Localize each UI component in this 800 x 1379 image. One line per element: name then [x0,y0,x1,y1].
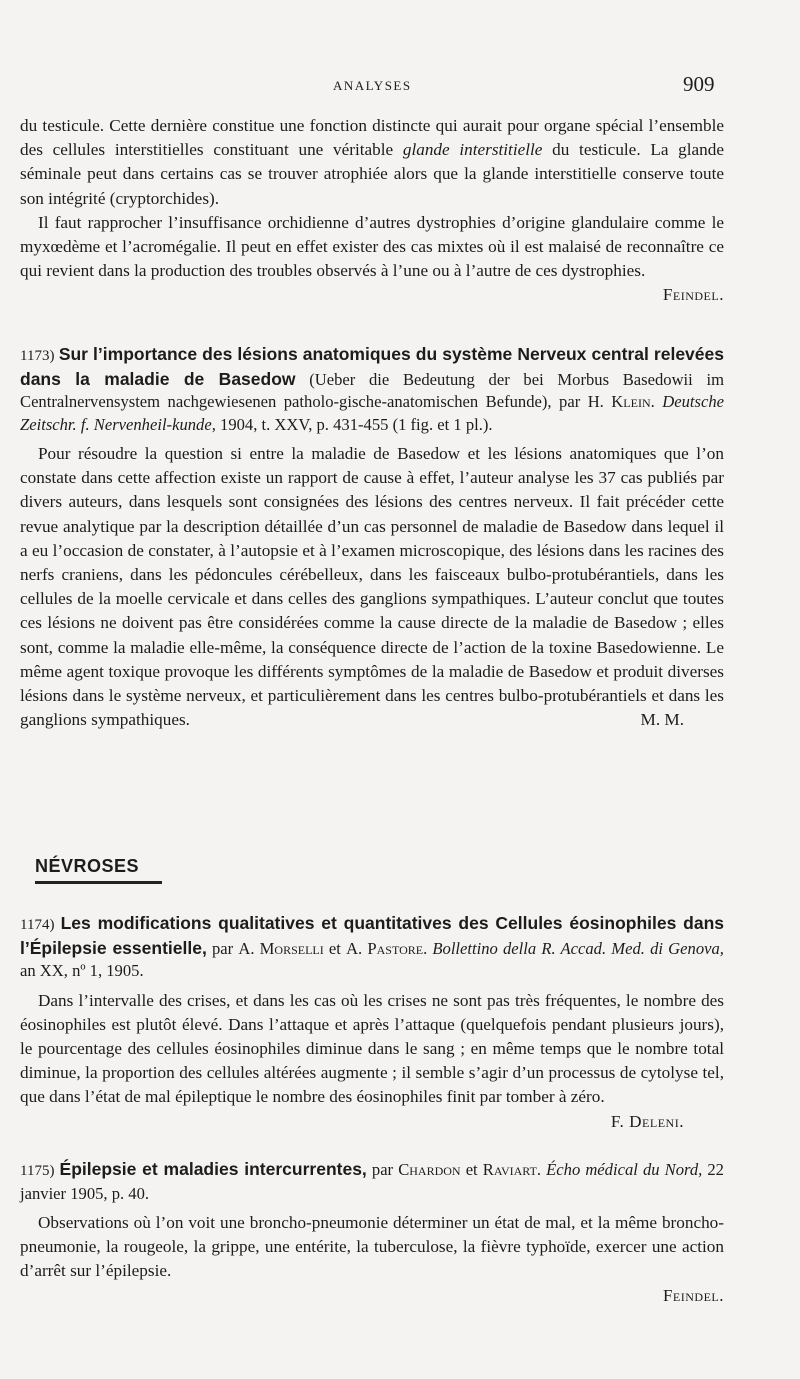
article-1174-body: Dans l’intervalle des crises, et dans les cas où les crises ne sont pas très fréquentes, le nombre des éosinophiles est plutôt élevé. Dans l’attaque et après l’attaque (quelquefois pendant plusieurs jours), le pourcentage des cellules éosinophiles diminue dans le sang ; en même temps que le nombre total diminue, la proportion des cellules altérées augmente ; il semble s’agir d’un processus de cytolyse tel, que dans l’état de mal épileptique le nombre des éosinophiles finit par tomber à zéro. F. Deleni. [20,989,724,1110]
article-1175-ref: 22 janvier 1905, p. 40. [20,1160,724,1203]
article-1173-body: Pour résoudre la question si entre la maladie de Basedow et les lésions anatomiques que l’on constate dans cette affection existe un rapport de cause à effet, l’auteur analyse les 37 cas publiés par divers auteurs, dans lesquels sont consignées des lésions des centres nerveux. Il fait précéder cette revue analytique par la description détaillée d’un cas personnel de maladie de Basedow dans lequel il a eu l’occasion de constater, à l’autopsie et à l’examen microscopique, des lésions dans les racines des nerfs craniens, dans les pédoncules cérébelleux, dans les faisceaux bulbo-protubérantiels, dans les cellules de la moelle cervicale et dans celles des ganglions sympathiques. L’auteur conclut que toutes ces lésions ne doivent pas être considérées comme la cause directe de la maladie de Basedow ; elles sont, comme la maladie elle-même, la conséquence directe de l’action de la toxine Basedowienne. Le même agent toxique provoque les différents symptômes de la maladie de Basedow et produit diverses lésions dans le système nerveux, et particulièrement dans les centres bulbo-protubérantiels et dans les ganglions sympathiques. M. M. [20,442,724,732]
article-1175 [20,1158,724,1306]
article-1174-signature: F. Deleni. [610,1111,684,1131]
article-1174-number: 1174) [20,917,55,933]
section-rule [35,881,162,884]
article-1175-heading: 1175) Épilepsie et maladies intercurrentes, par Chardon et Raviart. Écho médical du Nord, 22 janvier 1905, p. 40. [20,1159,724,1203]
article-1175-author-2: Raviart. [482,1160,542,1179]
article-1173-title: Sur l’importance des lésions anatomiques du système Nerveux central relevées dans la maladie de Basedow [20,344,724,389]
article-1175-number: 1175) [20,1163,55,1179]
article-1173-journal: Deutsche Zeitschr. f. Nervenheil-kunde, [20,392,724,434]
article-1173-signature: M. M. [640,710,684,730]
article-1173-original-title: (Ueber die Bedeutung der bei Morbus Basedowii im Centralnervensystem nachgewiesenen patholo-gische-anatomischen Befunde), par [20,369,724,411]
running-head: ANALYSES [333,78,412,93]
intro-signature: Feindel. [662,285,724,305]
intro-paragraph-2: Il faut rapprocher l’insuffisance orchidienne d’autres dystrophies d’origine glandulaire comme le myxœdème et l’acromégalie. Il peut en effet exister des cas mixtes où il est malaisé de reconnaître ce qui revient dans la production des troubles observés à l’une ou à l’autre de ces dystrophies. Feindel. [20,211,724,284]
article-1174-heading: 1174) Les modifications qualitatives et quantitatives des Cellules éosinophiles dans l’Épilepsie essentielle, par A. Morselli et A. Pastore. Bollettino della R. Accad. Med. di Genova, an XX, nº 1, 1905. [20,913,724,980]
article-1173 [20,343,724,732]
article-1173-author: H. Klein. [587,392,655,411]
intro-block [20,114,724,308]
article-1174-title: Les modifications qualitatives et quantitatives des Cellules éosinophiles dans l’Épilepsie essentielle, [20,913,724,958]
article-1174-journal: Bollettino della R. Accad. Med. di Genova, [432,938,724,958]
article-1173-heading [20,343,724,436]
article-1173-ref: 1904, t. XXV, p. 431-455 (1 fig. et 1 pl.). [220,414,493,434]
section-heading: NÉVROSES [35,856,140,876]
article-1175-journal: Écho médical du Nord, [546,1160,703,1179]
article-1174-ref: an XX, nº 1, 1905. [20,961,144,980]
intro-paragraph-1: du testicule. Cette dernière constitue une fonction distincte qui aurait pour organe spécial l’ensemble des cellules interstitielles constituant une véritable glande interstitielle du testicule. La glande séminale peut dans certains cas se trouver atrophiée alors que la glande interstitielle conserve toute son intégrité (cryptorchides). [20,116,724,208]
article-1174-author-2: A. Pastore. [346,938,428,958]
page-number: 909 [683,72,715,96]
article-1175-signature: Feindel. [662,1285,724,1305]
page-header [0,72,800,102]
article-1175-title: Épilepsie et maladies intercurrentes, [59,1159,367,1179]
article-1175-body: Observations où l’on voit une broncho-pneumonie déterminer un état de mal, et la même broncho-pneumonie, la rougeole, la grippe, une entérite, la tuberculose, la fièvre typhoïde, exercer une action d’arrêt sur l’épilepsie. [20,1213,724,1281]
article-1174-author-1: A. Morselli [238,938,324,958]
intro-italic-term: glande interstitielle [402,140,543,160]
article-1174 [20,912,724,1134]
article-1175-author-1: Chardon [398,1160,461,1179]
article-1173-number: 1173) [20,348,55,364]
